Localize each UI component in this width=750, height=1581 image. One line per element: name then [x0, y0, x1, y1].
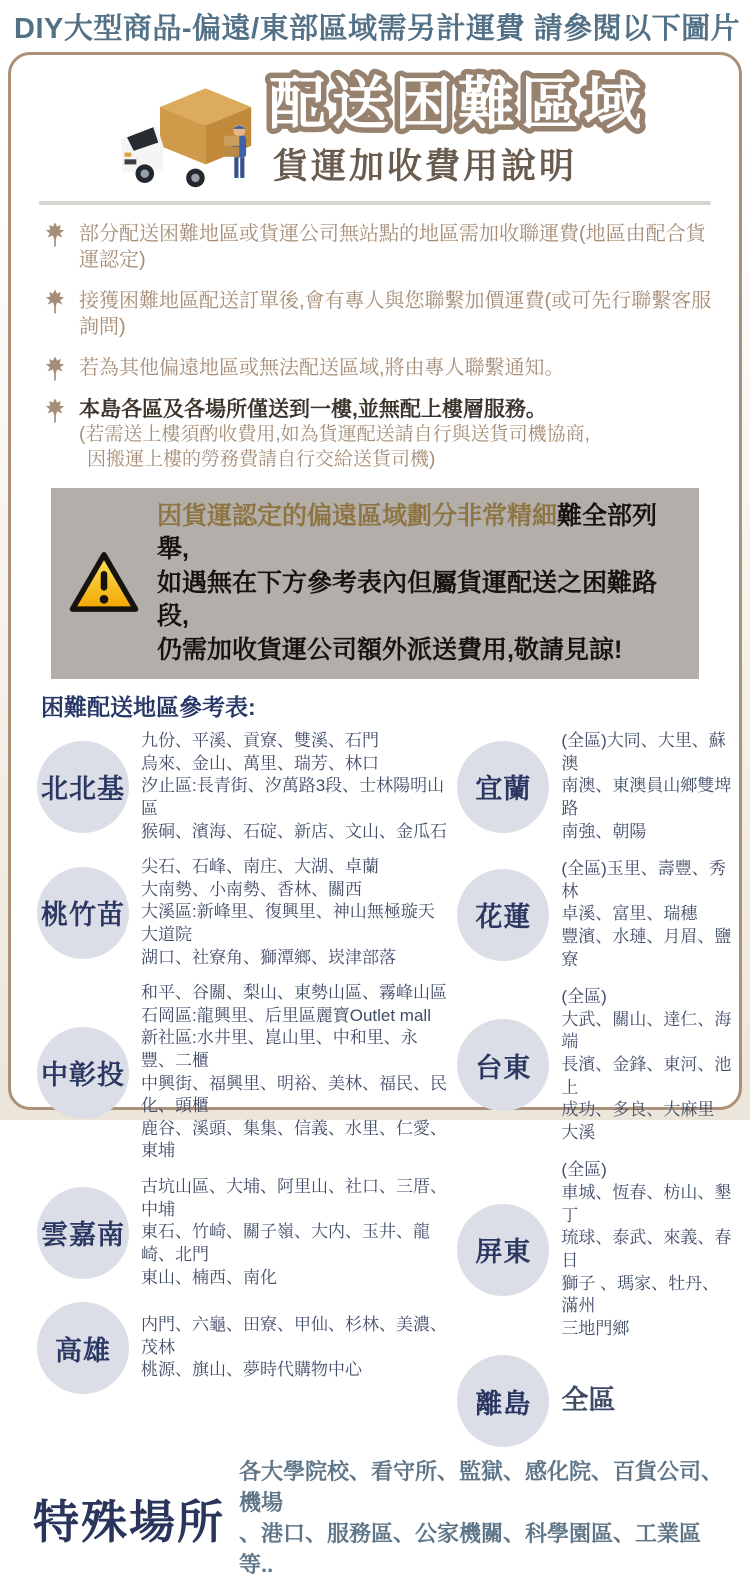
text-line: 成功、多良、大麻里 — [561, 1100, 715, 1120]
note-item — [45, 288, 717, 340]
region-row-central — [37, 982, 447, 1163]
region-areas — [561, 986, 733, 1144]
region-row-yilan — [457, 730, 733, 843]
text-line: 大溪 — [561, 1122, 596, 1142]
note-text: 部分配送困難地區或貨運公司無站點的地區需加收聯運費(地區由配合貨運認定) — [79, 223, 706, 271]
leaf-icon — [45, 289, 65, 315]
text-line: 、港口、服務區、公家機關、科學園區、工業區等.. — [239, 1520, 702, 1577]
note-sub-text: 因搬運上樓的勞務費請自行交給送貨司機) — [87, 448, 436, 470]
region-areas — [561, 730, 733, 843]
note-sub-text: (若需送上樓須酌收費用,如為貨運配送請自行與送貨司機協商, — [79, 424, 590, 446]
warning-text — [157, 500, 685, 668]
warning-triangle-icon — [67, 549, 141, 617]
text-line: 全區 — [561, 1385, 616, 1416]
banner-title-art — [263, 67, 699, 139]
text-line: 猴硐、濱海、石碇、新店、文山、金瓜石 — [141, 821, 447, 841]
text-line: 東石、竹崎、關子嶺、大内、玉井、龍崎、北門 — [141, 1222, 430, 1264]
reference-table-heading: 困難配送地區參考表: — [41, 694, 256, 721]
special-places-list — [239, 1457, 723, 1580]
note-item — [45, 355, 717, 382]
text-line: 鹿谷、溪頭、集集、信義、水里、仁愛、東埔 — [141, 1118, 447, 1161]
region-areas — [141, 856, 447, 969]
text-line: 東山、楠西、南化 — [141, 1267, 277, 1287]
region-areas — [561, 1383, 615, 1419]
text-line: 各大學院校、看守所、監獄、感化院、百貨公司、機場 — [239, 1459, 724, 1516]
text-line: 琉球、泰武、來義、春日 — [561, 1228, 732, 1270]
special-places-section — [11, 1447, 739, 1580]
text-line: 中興街、福興里、明裕、美林、福民、民化、頭櫃 — [141, 1073, 447, 1116]
region-badge: 北北基 — [37, 741, 129, 833]
banner-text — [263, 67, 699, 193]
text-line: 獅子 、瑪家、牡丹、滿州 — [561, 1273, 720, 1316]
text-line: 車城、恆春、枋山、墾丁 — [561, 1183, 732, 1225]
region-badge: 離島 — [457, 1355, 549, 1447]
special-places-title: 特殊場所 — [33, 1495, 225, 1548]
text-line: (全區)玉里、壽豐、秀林 — [561, 859, 726, 901]
text-line: 烏來、金山、萬里、瑞芳、林口 — [141, 753, 379, 773]
region-badge: 中彰投 — [37, 1027, 129, 1119]
text-line: 豐濱、水璉、月眉、鹽寮 — [561, 927, 732, 969]
region-badge: 屏東 — [457, 1204, 549, 1296]
text-line: 石岡區:龍興里、后里區麗寶Outlet mall — [141, 1005, 431, 1025]
region-badge: 花蓮 — [457, 869, 549, 961]
region-badge: 宜蘭 — [457, 741, 549, 833]
region-areas — [561, 858, 733, 971]
warning-line-rest: 難全部列舉, — [157, 501, 658, 564]
region-row-kaohsiung — [37, 1302, 447, 1394]
region-areas — [141, 1314, 447, 1382]
text-line: (全區)大同、大里、蘇澳 — [561, 731, 726, 773]
text-line: 大溪區:新峰里、復興里、神山無極璇天大道院 — [141, 902, 435, 944]
text-line: 桃源、旗山、夢時代購物中心 — [141, 1360, 362, 1380]
text-line: 卓溪、富里、瑞穗 — [561, 904, 698, 924]
text-line: 長濱、金鋒、東河、池上 — [561, 1055, 732, 1097]
page-title: DIY大型商品-偏遠/東部區域需另計運費 請參閱以下圖片 — [0, 0, 750, 50]
region-row-taitung — [457, 986, 733, 1144]
warning-highlight: 因貨運認定的偏遠區域劃分非常精細 — [157, 501, 558, 530]
text-line: 古坑山區、大埔、阿里山、社口、三厝、中埔 — [141, 1177, 447, 1219]
note-item — [45, 397, 717, 473]
note-text: 若為其他偏遠地區或無法配送區域,將由專人聯繫通知。 — [79, 357, 565, 379]
warning-box — [51, 488, 699, 680]
region-badge: 高雄 — [37, 1302, 129, 1394]
note-text: 接獲困難地區配送訂單後,會有專人與您聯繫加價運費(或可先行聯繫客服詢問) — [79, 290, 712, 338]
text-line: 九份、平溪、貢寮、雙溪、石門 — [141, 731, 379, 751]
banner-subtitle: 貨運加收費用說明 — [273, 147, 578, 186]
note-item — [45, 221, 717, 273]
leaf-icon — [45, 398, 65, 424]
region-areas — [561, 1159, 733, 1340]
notes-list — [11, 205, 739, 473]
region-areas — [141, 1176, 447, 1289]
region-badge: 雲嘉南 — [37, 1187, 129, 1279]
text-line: 大南勢、小南勢、香林、關西 — [141, 879, 362, 899]
text-line: 南強、朝陽 — [561, 821, 647, 841]
region-row-islands — [457, 1355, 733, 1447]
region-row-taoyuan — [37, 856, 447, 969]
region-row-hualien — [457, 858, 733, 971]
region-badge: 台東 — [457, 1019, 549, 1111]
text-line: 新社區:水井里、崑山里、中和里、永豐、二櫃 — [141, 1028, 418, 1071]
text-line: 大武、關山、達仁、海端 — [561, 1009, 732, 1052]
region-areas — [141, 730, 447, 843]
region-badge: 桃竹苗 — [37, 867, 129, 959]
note-main-text: 本島各區及各場所僅送到一樓,並無配上樓層服務。 — [79, 398, 547, 421]
warning-line: 如遇無在下方參考表內但屬貨運配送之困難路段, — [157, 568, 658, 631]
text-line: 汐止區:長青街、汐萬路3段、士林陽明山區 — [141, 776, 445, 818]
warning-line: 仍需加收貨運公司額外派送費用,敬請見諒! — [157, 635, 623, 664]
region-areas — [141, 982, 447, 1163]
text-line: 内門、六龜、田寮、甲仙、杉林、美濃、茂林 — [141, 1315, 447, 1357]
table-right-column — [457, 730, 733, 1447]
text-line: (全區) — [561, 1160, 607, 1180]
note-text-block — [79, 397, 590, 473]
region-row-north — [37, 730, 447, 843]
banner-title: 配送困難區域 — [269, 72, 647, 136]
region-table — [11, 722, 739, 1447]
text-line: 三地門鄉 — [561, 1318, 630, 1338]
text-line: (全區) — [561, 987, 607, 1007]
delivery-truck-icon — [111, 75, 263, 193]
leaf-icon — [45, 356, 65, 382]
warning-line — [157, 500, 685, 567]
table-left-column — [37, 730, 447, 1447]
leaf-icon — [45, 222, 65, 248]
text-line: 南澳、東澳員山鄉雙埤路 — [561, 776, 732, 818]
banner — [11, 55, 739, 193]
text-line: 和平、谷關、梨山、東勢山區、霧峰山區 — [141, 983, 447, 1003]
text-line: 湖口、社寮角、獅潭鄉、崁津部落 — [141, 947, 396, 967]
region-row-pingtung — [457, 1159, 733, 1340]
text-line: 尖石、石峰、南庄、大湖、卓蘭 — [141, 857, 379, 877]
region-row-yunchianan — [37, 1176, 447, 1289]
notice-box — [8, 52, 742, 1577]
